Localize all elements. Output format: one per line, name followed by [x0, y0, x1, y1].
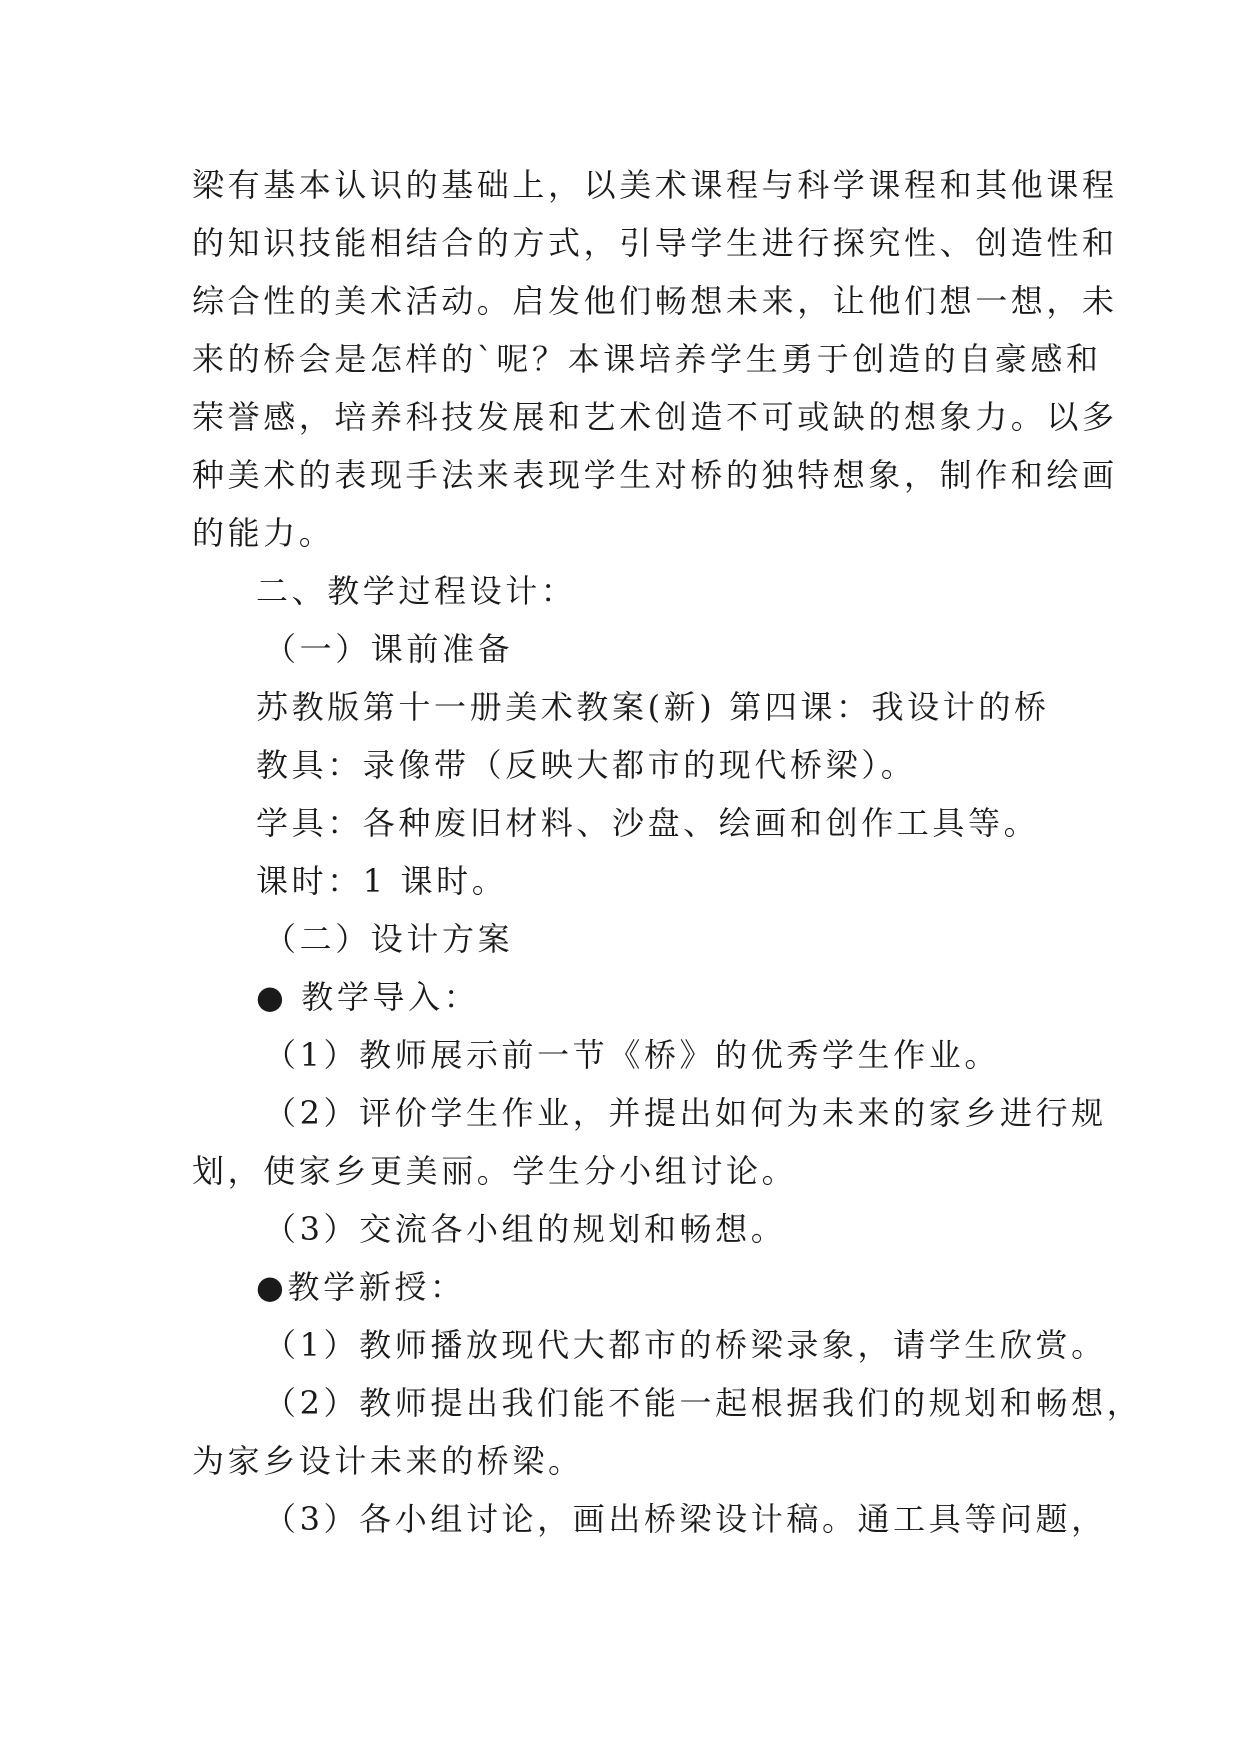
list-item: （3）交流各小组的规划和畅想。: [264, 1210, 787, 1248]
paragraph-line: 来的桥会是怎样的`呢？本课培养学生勇于创造的自豪感和: [192, 340, 1102, 378]
class-hours-line: 课时：1 课时。: [256, 862, 508, 900]
paragraph-line: 的知识技能相结合的方式，引导学生进行探究性、创造性和: [192, 224, 1118, 262]
teaching-aids-line: 教具：录像带（反映大都市的现代桥梁）。: [256, 746, 917, 784]
list-item: （2）评价学生作业，并提出如何为未来的家乡进行规: [264, 1094, 1107, 1132]
bullet-heading: ●教学新授：: [256, 1268, 466, 1306]
list-item: （1）教师播放现代大都市的桥梁录象，请学生欣赏。: [264, 1326, 1107, 1364]
list-item: （3）各小组讨论，画出桥梁设计稿。通工具等问题，: [264, 1500, 1107, 1538]
student-materials-line: 学具：各种废旧材料、沙盘、绘画和创作工具等。: [256, 804, 1040, 842]
list-item: （2）教师提出我们能不能一起根据我们的规划和畅想，: [264, 1384, 1143, 1422]
paragraph-line: 综合性的美术活动。启发他们畅想未来，让他们想一想，未: [192, 282, 1118, 320]
list-item-continuation: 为家乡设计未来的桥梁。: [192, 1442, 584, 1480]
paragraph-line: 荣誉感，培养科技发展和艺术创造不可或缺的想象力。以多: [192, 398, 1118, 436]
paragraph-line: 的能力。: [192, 514, 335, 552]
list-item-continuation: 划，使家乡更美丽。学生分小组讨论。: [192, 1152, 798, 1190]
list-item: （1）教师展示前一节《桥》的优秀学生作业。: [264, 1036, 1000, 1074]
paragraph-line: 种美术的表现手法来表现学生对桥的独特想象，制作和绘画: [192, 456, 1118, 494]
paragraph-line: 梁有基本认识的基础上，以美术课程与科学课程和其他课程: [192, 166, 1118, 204]
bullet-heading: ● 教学导入：: [256, 978, 480, 1016]
section-heading: 二、教学过程设计：: [256, 572, 577, 610]
subsection-heading: （二）设计方案: [264, 920, 514, 958]
lesson-title-line: 苏教版第十一册美术教案(新) 第四课：我设计的桥: [256, 688, 1050, 726]
subsection-heading: （一）课前准备: [264, 630, 514, 668]
